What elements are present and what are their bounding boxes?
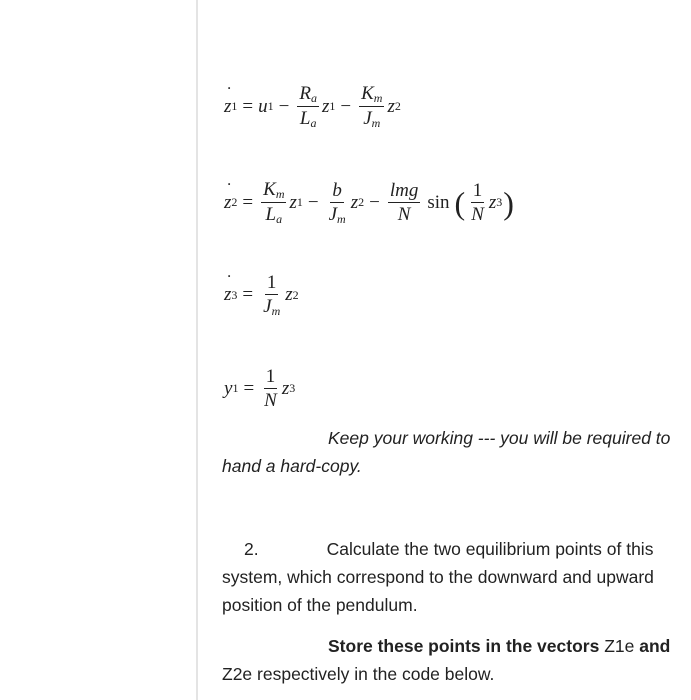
- fraction-1-n-output: $\frac{1}{N}$: [264, 366, 277, 411]
- equation-z1-dot: ˙ z 1 = u 1 − $\frac{R_a}{L_a}$ z 1 − $\frac{K_m}{J_m}$ z 2: [224, 84, 401, 129]
- fraction-1-n: $\frac{1}{N}$: [471, 180, 484, 225]
- question-number: 2.: [244, 539, 259, 559]
- question-2: [222, 535, 682, 619]
- equation-y1: y 1 = $\frac{1}{N}$ z 3: [224, 366, 296, 411]
- var-z2e: Z2e: [222, 664, 253, 684]
- store-instruction: Store these points in the vectors Z1e and Z2e respectively in the code below.: [222, 636, 671, 684]
- fraction-1-jm: $\frac{1}{J_m}$: [263, 272, 281, 318]
- fraction-b-jm: $\frac{b}{J_m}$: [328, 179, 346, 226]
- var-z1e: Z1e: [604, 636, 635, 656]
- fraction-km-la: $\frac{K_m}{L_a}$: [263, 179, 285, 226]
- left-divider: [196, 0, 198, 700]
- fraction-ra-la: $\frac{R_a}{L_a}$: [299, 83, 317, 130]
- question-text: Calculate the two equilibrium points of this system, which correspond to the downward and upward position of the pendulum.: [222, 539, 654, 615]
- working-note: Keep your working --- you will be required to hand a hard-copy.: [222, 428, 671, 476]
- equation-z3-dot: ˙ z 3 = $\frac{1}{J_m}$ z 2: [224, 273, 299, 317]
- fraction-lmg-n: $\frac{\text{lmg}}{N}$: [389, 180, 419, 225]
- equation-z2-dot: ˙ z 2 = $\frac{K_m}{L_a}$ z 1 − $\frac{b}{J_m}$ z 2 − $\frac{\text{lmg}}{N}$ sin ( $\frac{1}{N}$ z 3 ): [224, 180, 515, 225]
- fraction-km-jm: $\frac{K_m}{J_m}$: [361, 83, 383, 130]
